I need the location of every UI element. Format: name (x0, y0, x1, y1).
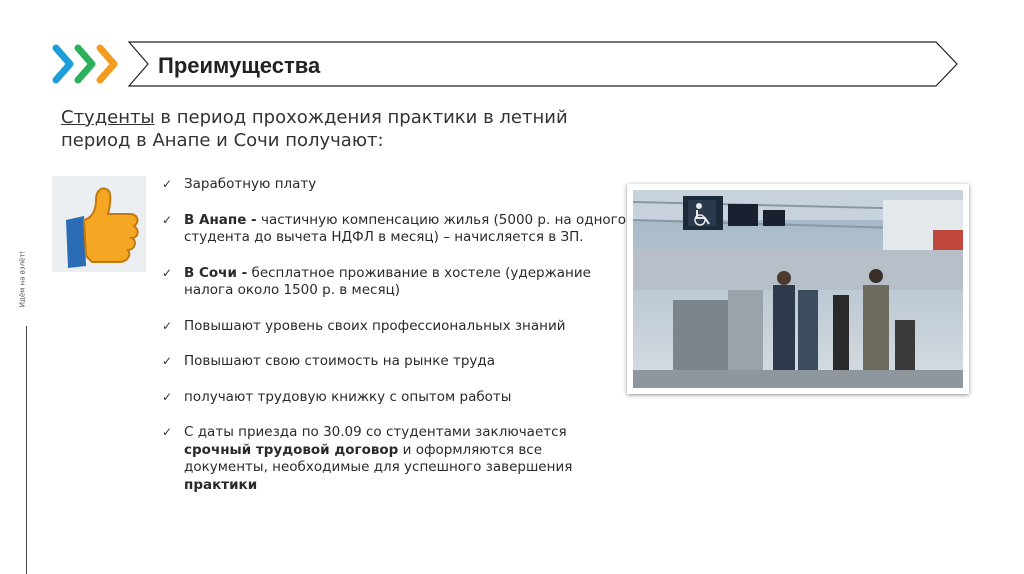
lead-underlined: Студенты (61, 107, 155, 128)
checkmark-icon: ✓ (162, 389, 173, 404)
checkmark-icon: ✓ (162, 354, 173, 368)
wheelchair-icon (688, 200, 716, 226)
airport-photo-icon (633, 190, 963, 388)
chevrons-logo-icon (50, 44, 130, 84)
checkmark-icon: ✓ (162, 212, 173, 227)
lead-paragraph (61, 106, 621, 152)
thumbs-up-icon (52, 176, 146, 272)
side-slogan-text: Идём на взлёт! (18, 250, 27, 308)
list-item: ✓ В Анапе - частичную компенсацию жилья (5000 р. на одного студента до вычета НДФЛ в месяц) – начисляется в ЗП. (162, 211, 627, 245)
list-item: ✓ Заработную плату (162, 176, 317, 192)
list-item: ✓ С даты приезда по 30.09 со студентами заключается срочный трудовой договор и оформляются все документы, необходимые для успешного завершения практики (162, 424, 573, 493)
side-divider (26, 326, 27, 574)
benefits-list (160, 176, 630, 512)
side-slogan (4, 250, 44, 315)
lead-rest: в период прохождения практики в летний период в Анапе и Сочи получают: (61, 107, 568, 151)
checkmark-icon: ✓ (162, 265, 173, 280)
checkmark-icon: ✓ (162, 425, 173, 439)
list-item: ✓ Повышают свою стоимость на рынке труда (162, 353, 495, 369)
list-item: ✓ В Сочи - бесплатное проживание в хостеле (удержание налога около 1500 р. в месяц) (162, 264, 591, 298)
page-title: Преимущества (158, 53, 321, 78)
airport-photo (627, 184, 969, 394)
checkmark-icon: ✓ (162, 318, 173, 333)
list-item: ✓ получают трудовую книжку с опытом работы (162, 388, 512, 405)
thumbs-up-card (52, 176, 146, 272)
checkmark-icon: ✓ (162, 177, 173, 191)
list-item: ✓ Повышают уровень своих профессиональных знаний (162, 317, 566, 334)
